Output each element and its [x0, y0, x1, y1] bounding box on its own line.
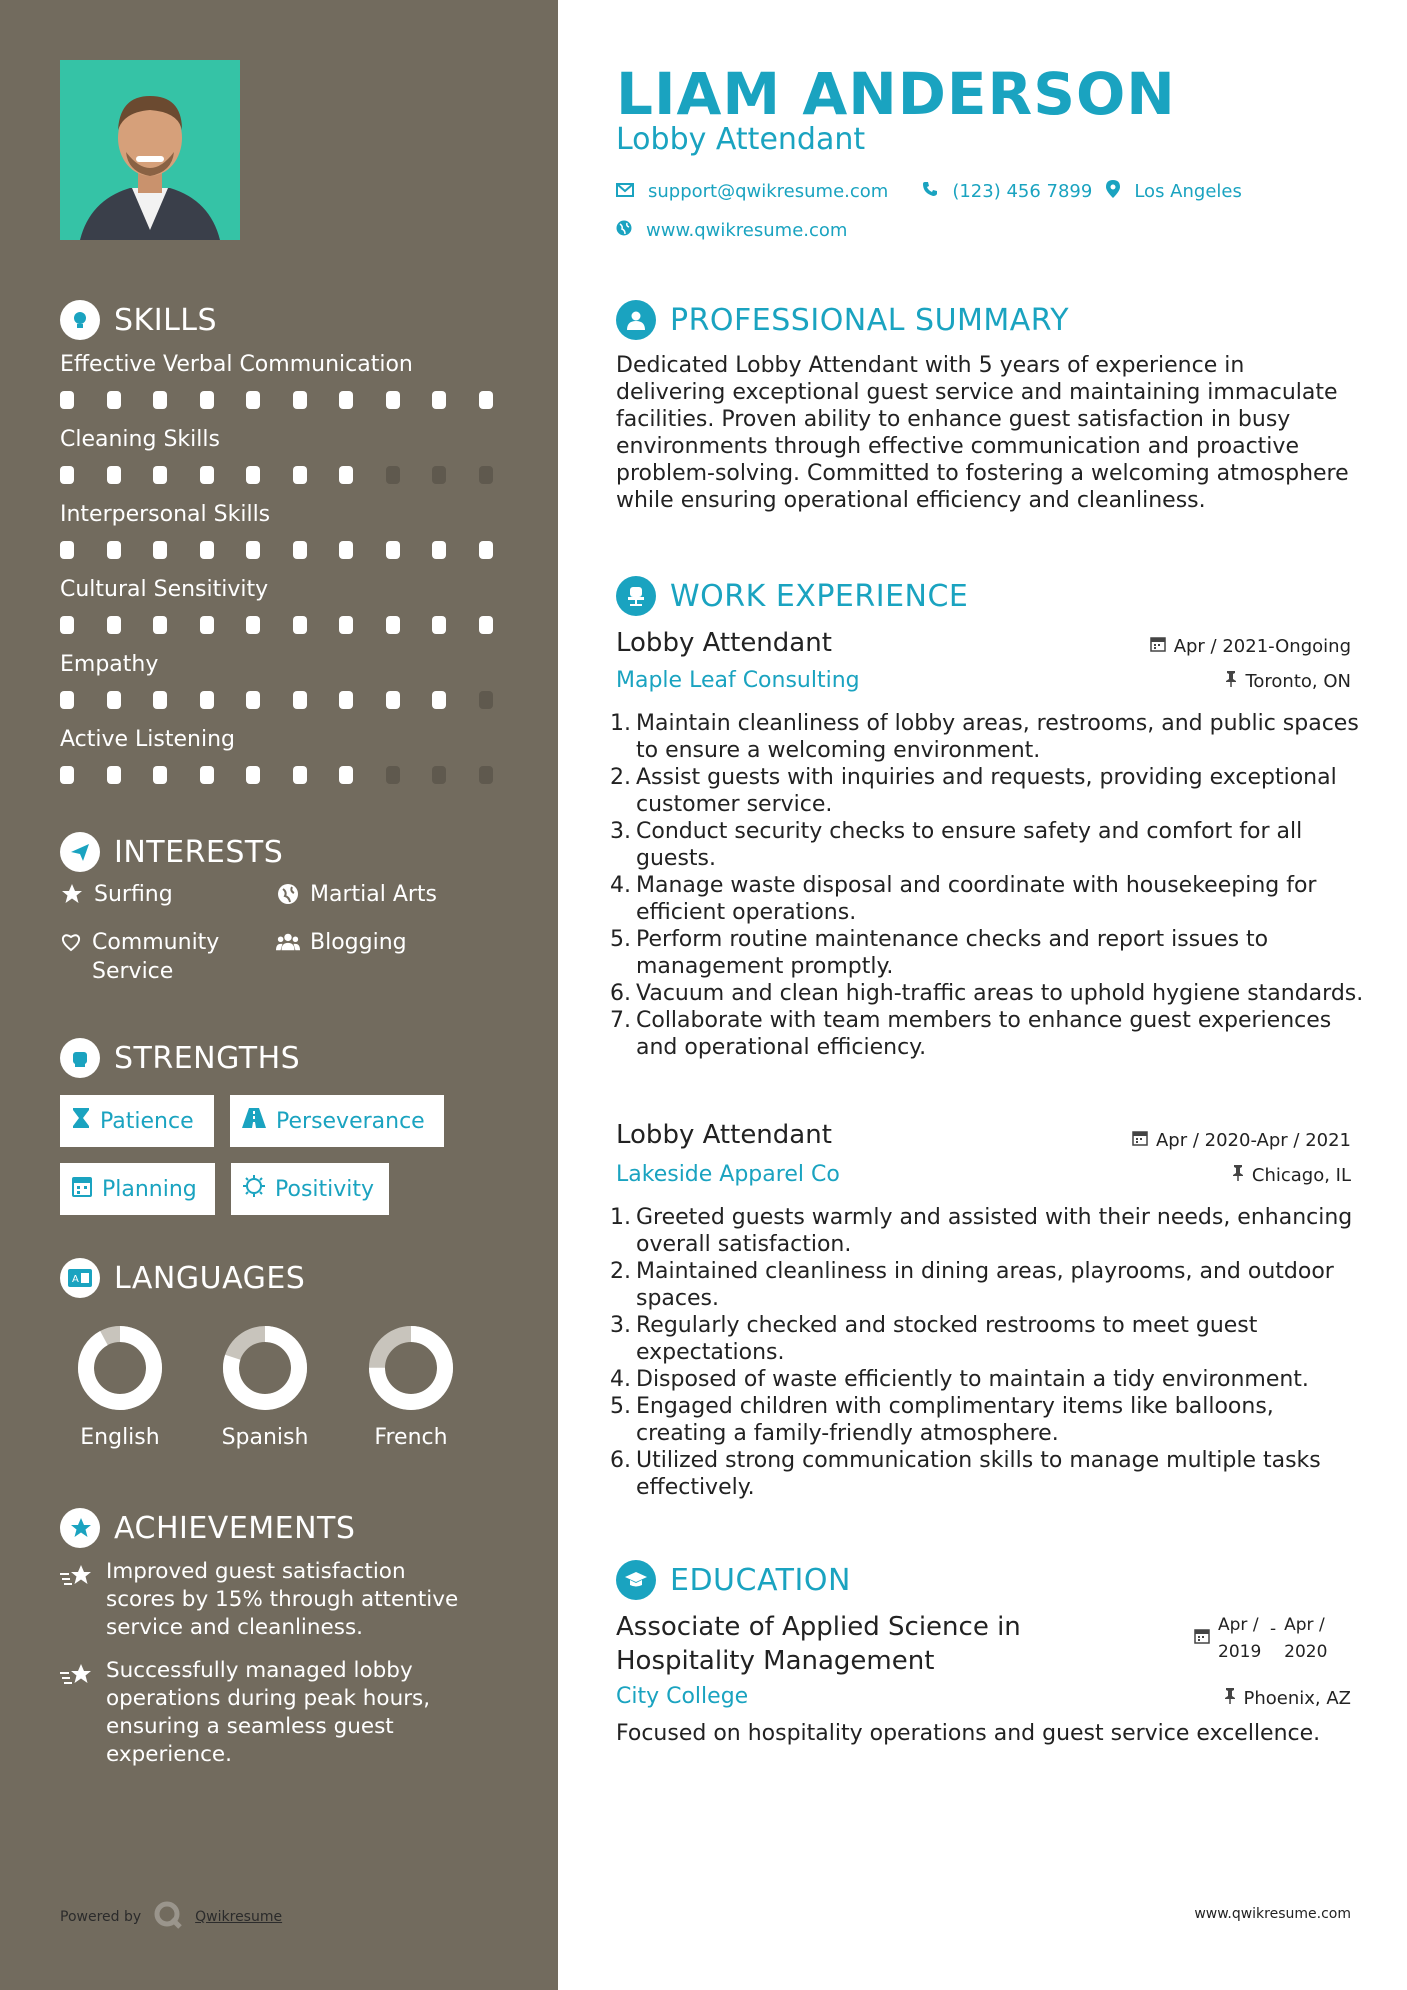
job-bullet-text: Manage waste disposal and coordinate with housekeeping for efficient operations.	[636, 873, 1317, 925]
interest-item	[60, 928, 260, 986]
lightbulb-icon	[60, 300, 100, 340]
job-bullets	[610, 1204, 1366, 1501]
paper-plane-icon	[60, 832, 100, 872]
rating-dot-filled	[432, 616, 446, 634]
rating-dot-filled	[200, 391, 214, 409]
rating-dot-empty	[479, 691, 493, 709]
skill-name: Cleaning Skills	[60, 427, 220, 452]
education-title: EDUCATION	[670, 1562, 851, 1598]
summary-heading	[616, 300, 1069, 340]
calendar-icon	[1150, 636, 1166, 657]
summary-title: PROFESSIONAL SUMMARY	[670, 302, 1070, 338]
job-bullet-text: Engaged children with complimentary items like balloons, creating a family-friendly atmosphere.	[636, 1394, 1274, 1446]
gauge-fill	[86, 1334, 154, 1402]
language-item	[351, 1325, 471, 1450]
rating-dot-filled	[339, 541, 353, 559]
rating-dot-filled	[153, 466, 167, 484]
skill-rating	[60, 616, 525, 634]
rating-dot-filled	[200, 466, 214, 484]
experience-heading	[616, 576, 968, 616]
strength-label: Planning	[102, 1176, 197, 1202]
footer-website[interactable]: www.qwikresume.com	[1194, 1906, 1351, 1922]
strength-badge	[60, 1163, 215, 1215]
strengths-heading	[60, 1038, 300, 1078]
rating-dot-filled	[386, 691, 400, 709]
rating-dot-filled	[246, 466, 260, 484]
rating-dot-filled	[339, 616, 353, 634]
fist-icon	[60, 1038, 100, 1078]
degree-title: Associate of Applied Science in Hospitality Management	[616, 1612, 1021, 1676]
summary-text: Dedicated Lobby Attendant with 5 years of experience in delivering exceptional guest service and maintaining immaculate facilities. Proven ability to enhance guest satisfaction in busy environments through effective communication and proactive problem-solving. Committed to fostering a welcoming atmosphere while ensuring operational efficiency and cleanliness.	[616, 353, 1349, 513]
achievement-text: Successfully managed lobby operations during peak hours, ensuring a seamless guest experience.	[106, 1658, 431, 1767]
skill-rating	[60, 691, 525, 709]
rating-dot-filled	[246, 766, 260, 784]
shooting-star-icon	[60, 1661, 94, 1691]
interests-title: INTERESTS	[114, 834, 284, 870]
job-company: Maple Leaf Consulting	[616, 668, 860, 693]
rating-dot-empty	[479, 766, 493, 784]
main-content	[558, 0, 1407, 1990]
rating-dot-filled	[432, 391, 446, 409]
phone-text: (123) 456 7899	[952, 181, 1093, 202]
rating-dot-filled	[432, 541, 446, 559]
education-location-text: Phoenix, AZ	[1243, 1688, 1351, 1709]
skill-rating	[60, 391, 525, 409]
rating-dot-filled	[153, 541, 167, 559]
rating-dot-filled	[60, 541, 74, 559]
skill-name: Interpersonal Skills	[60, 502, 271, 527]
qwikresume-logo-icon	[153, 1900, 183, 1934]
rating-dot-filled	[339, 766, 353, 784]
rating-dot-filled	[293, 466, 307, 484]
graduation-icon	[616, 1560, 656, 1600]
rating-dot-filled	[339, 691, 353, 709]
powered-by-label: Powered by	[60, 1909, 142, 1925]
job-bullet-text: Maintained cleanliness in dining areas, playrooms, and outdoor spaces.	[636, 1259, 1334, 1311]
job-bullet-text: Collaborate with team members to enhance guest experiences and operational efficiency.	[636, 1008, 1332, 1060]
skill-rating	[60, 766, 525, 784]
rating-dot-filled	[107, 466, 121, 484]
education-location	[1224, 1688, 1352, 1709]
rating-dot-filled	[107, 541, 121, 559]
education-date-start: Apr / 2019	[1218, 1615, 1262, 1662]
rating-dot-filled	[293, 541, 307, 559]
strength-badge	[230, 1095, 444, 1147]
avatar	[60, 60, 240, 240]
trophy-star-icon	[60, 1508, 100, 1548]
rating-dot-filled	[60, 616, 74, 634]
job-bullet-text: Maintain cleanliness of lobby areas, restrooms, and public spaces to ensure a welcoming environment.	[636, 711, 1359, 763]
skill-name: Cultural Sensitivity	[60, 577, 269, 602]
rating-dot-filled	[107, 391, 121, 409]
language-icon	[60, 1258, 100, 1298]
job-bullet-text: Assist guests with inquiries and requests, providing exceptional customer service.	[636, 765, 1337, 817]
rating-dot-filled	[60, 391, 74, 409]
rating-dot-empty	[432, 766, 446, 784]
heart-outline-icon	[60, 930, 82, 954]
interests-heading	[60, 832, 283, 872]
school-name: City College	[616, 1684, 749, 1709]
interest-label: Community Service	[92, 930, 220, 984]
job-date-text: Apr / 2021-Ongoing	[1173, 636, 1351, 657]
shooting-star-icon	[60, 1562, 94, 1592]
education-description: Focused on hospitality operations and guest service excellence.	[616, 1721, 1321, 1746]
achievement-item	[60, 1657, 480, 1769]
education-date-sep: -	[1270, 1619, 1277, 1639]
rating-dot-empty	[386, 766, 400, 784]
rating-dot-empty	[479, 466, 493, 484]
skills-heading	[60, 300, 217, 340]
rating-dot-filled	[339, 466, 353, 484]
job-bullet-text: Regularly checked and stocked restrooms to meet guest expectations.	[636, 1313, 1258, 1365]
interest-item	[276, 880, 437, 909]
job-bullet: 6. Vacuum and clean high-traffic areas to uphold hygiene standards.	[610, 981, 1364, 1006]
rating-dot-empty	[386, 466, 400, 484]
strength-label: Perseverance	[276, 1108, 425, 1134]
rating-dot-filled	[60, 466, 74, 484]
pushpin-icon	[1232, 1165, 1244, 1186]
candidate-role: Lobby Attendant	[616, 122, 866, 157]
education-date-end: Apr / 2020	[1284, 1615, 1328, 1662]
job-bullet-text: Perform routine maintenance checks and report issues to management promptly.	[636, 927, 1269, 979]
contact-row	[616, 180, 1242, 203]
job-bullet: 2. Assist guests with inquiries and requests, providing exceptional customer service.	[610, 765, 1337, 817]
strength-badge	[60, 1095, 214, 1147]
rating-dot-filled	[60, 691, 74, 709]
rating-dot-filled	[293, 616, 307, 634]
job-bullet-text: Greeted guests warmly and assisted with their needs, enhancing overall satisfaction.	[636, 1205, 1353, 1257]
job-bullet-text: Utilized strong communication skills to manage multiple tasks effectively.	[636, 1448, 1321, 1500]
job-bullet: 3. Regularly checked and stocked restrooms to meet guest expectations.	[610, 1313, 1258, 1365]
languages-title: LANGUAGES	[114, 1260, 306, 1296]
experience-title: WORK EXPERIENCE	[670, 578, 969, 614]
interest-item	[276, 928, 407, 957]
location-text: Los Angeles	[1134, 181, 1242, 202]
job-location-text: Toronto, ON	[1245, 671, 1351, 692]
hourglass-icon	[72, 1107, 90, 1135]
rating-dot-empty	[432, 466, 446, 484]
interest-label: Surfing	[94, 882, 173, 907]
rating-dot-filled	[200, 766, 214, 784]
job-bullet: 7. Collaborate with team members to enhance guest experiences and operational efficiency.	[610, 1008, 1332, 1060]
job-location-text: Chicago, IL	[1251, 1165, 1351, 1186]
rating-dot-filled	[200, 616, 214, 634]
languages-heading	[60, 1258, 305, 1298]
job-bullet-text: Disposed of waste efficiently to maintain a tidy environment.	[636, 1367, 1309, 1392]
star-icon	[60, 882, 84, 906]
rating-dot-filled	[153, 391, 167, 409]
pushpin-icon	[1225, 671, 1237, 692]
skill-name: Effective Verbal Communication	[60, 352, 413, 377]
rating-dot-filled	[386, 616, 400, 634]
job-date-text: Apr / 2020-Apr / 2021	[1155, 1130, 1351, 1151]
job-bullet: 4. Disposed of waste efficiently to maintain a tidy environment.	[610, 1367, 1309, 1392]
skill-rating	[60, 541, 525, 559]
job-location	[1232, 1165, 1351, 1186]
language-gauge	[368, 1325, 454, 1411]
job-bullet: 6. Utilized strong communication skills to manage multiple tasks effectively.	[610, 1448, 1321, 1500]
rating-dot-filled	[386, 391, 400, 409]
job-bullet: 1. Greeted guests warmly and assisted with their needs, enhancing overall satisfaction.	[610, 1205, 1353, 1257]
job-bullet: 4. Manage waste disposal and coordinate with housekeeping for efficient operations.	[610, 873, 1317, 925]
job-date	[1150, 636, 1351, 657]
strength-label: Positivity	[275, 1176, 375, 1202]
job-date	[1132, 1130, 1351, 1151]
rating-dot-filled	[153, 691, 167, 709]
rating-dot-filled	[200, 541, 214, 559]
job-bullets	[610, 710, 1366, 1061]
profile-photo	[60, 60, 240, 240]
rating-dot-filled	[432, 691, 446, 709]
job-bullet: 2. Maintained cleanliness in dining areas, playrooms, and outdoor spaces.	[610, 1259, 1334, 1311]
rating-dot-filled	[339, 391, 353, 409]
achievement-text: Improved guest satisfaction scores by 15% through attentive service and cleanliness.	[106, 1559, 459, 1640]
candidate-name: LIAM ANDERSON	[616, 60, 1176, 128]
location-pin-icon	[1106, 180, 1120, 203]
job-bullet: 5. Perform routine maintenance checks and report issues to management promptly.	[610, 927, 1269, 979]
language-label: English	[80, 1425, 160, 1450]
briefcase-chair-icon	[616, 576, 656, 616]
rating-dot-filled	[246, 691, 260, 709]
rating-dot-filled	[293, 766, 307, 784]
website-link[interactable]: www.qwikresume.com	[646, 220, 848, 241]
job-title: Lobby Attendant	[616, 628, 832, 658]
rating-dot-filled	[153, 766, 167, 784]
language-item	[205, 1325, 325, 1450]
skills-title: SKILLS	[114, 302, 218, 338]
rating-dot-filled	[200, 691, 214, 709]
email-link[interactable]: support@qwikresume.com	[648, 181, 889, 202]
job-bullet: 3. Conduct security checks to ensure safety and comfort for all guests.	[610, 819, 1303, 871]
calendar-icon	[1132, 1130, 1148, 1151]
language-item	[60, 1325, 180, 1450]
sun-icon	[243, 1175, 265, 1203]
achievement-item	[60, 1558, 480, 1642]
rating-dot-filled	[293, 391, 307, 409]
education-heading	[616, 1560, 851, 1600]
language-label: French	[374, 1425, 448, 1450]
powered-by	[60, 1900, 282, 1934]
interest-item	[60, 880, 173, 909]
skill-rating	[60, 466, 525, 484]
language-label: Spanish	[221, 1425, 309, 1450]
globe-icon	[616, 220, 632, 241]
achievements-title: ACHIEVEMENTS	[114, 1510, 356, 1546]
rating-dot-filled	[479, 616, 493, 634]
interest-label: Martial Arts	[310, 882, 438, 907]
rating-dot-filled	[107, 766, 121, 784]
rating-dot-filled	[246, 541, 260, 559]
rating-dot-filled	[153, 616, 167, 634]
road-icon	[242, 1108, 266, 1134]
skill-name: Active Listening	[60, 727, 236, 752]
job-location	[1225, 671, 1351, 692]
job-bullet-text: Conduct security checks to ensure safety and comfort for all guests.	[636, 819, 1303, 871]
achievements-heading	[60, 1508, 355, 1548]
rating-dot-filled	[386, 541, 400, 559]
job-bullet: 5. Engaged children with complimentary items like balloons, creating a family-friendly atmosphere.	[610, 1394, 1274, 1446]
calendar-icon	[72, 1175, 92, 1203]
svg-text:A: A	[72, 1274, 79, 1285]
rating-dot-filled	[60, 766, 74, 784]
job-company: Lakeside Apparel Co	[616, 1162, 840, 1187]
strength-label: Patience	[100, 1108, 194, 1134]
education-date	[1194, 1612, 1328, 1666]
pushpin-icon	[1224, 1688, 1236, 1709]
language-gauge	[77, 1325, 163, 1411]
rating-dot-filled	[246, 616, 260, 634]
strengths-title: STRENGTHS	[114, 1040, 301, 1076]
website-row	[616, 220, 847, 241]
user-icon	[616, 300, 656, 340]
sidebar	[0, 0, 558, 1990]
strength-badge	[231, 1163, 389, 1215]
globe-icon	[276, 882, 300, 906]
job-title: Lobby Attendant	[616, 1120, 832, 1150]
envelope-icon	[616, 181, 634, 202]
skill-name: Empathy	[60, 652, 159, 677]
job-bullet-text: Vacuum and clean high-traffic areas to uphold hygiene standards.	[636, 981, 1364, 1006]
users-icon	[276, 930, 300, 954]
language-gauge	[222, 1325, 308, 1411]
job-bullet: 1. Maintain cleanliness of lobby areas, restrooms, and public spaces to ensure a welcoming environment.	[610, 711, 1359, 763]
qwikresume-link[interactable]: Qwikresume	[195, 1909, 283, 1925]
rating-dot-filled	[479, 541, 493, 559]
rating-dot-filled	[107, 691, 121, 709]
rating-dot-filled	[293, 691, 307, 709]
phone-icon	[922, 181, 938, 202]
rating-dot-filled	[107, 616, 121, 634]
rating-dot-filled	[246, 391, 260, 409]
rating-dot-filled	[479, 391, 493, 409]
interest-label: Blogging	[310, 930, 407, 955]
calendar-icon	[1194, 1626, 1210, 1653]
